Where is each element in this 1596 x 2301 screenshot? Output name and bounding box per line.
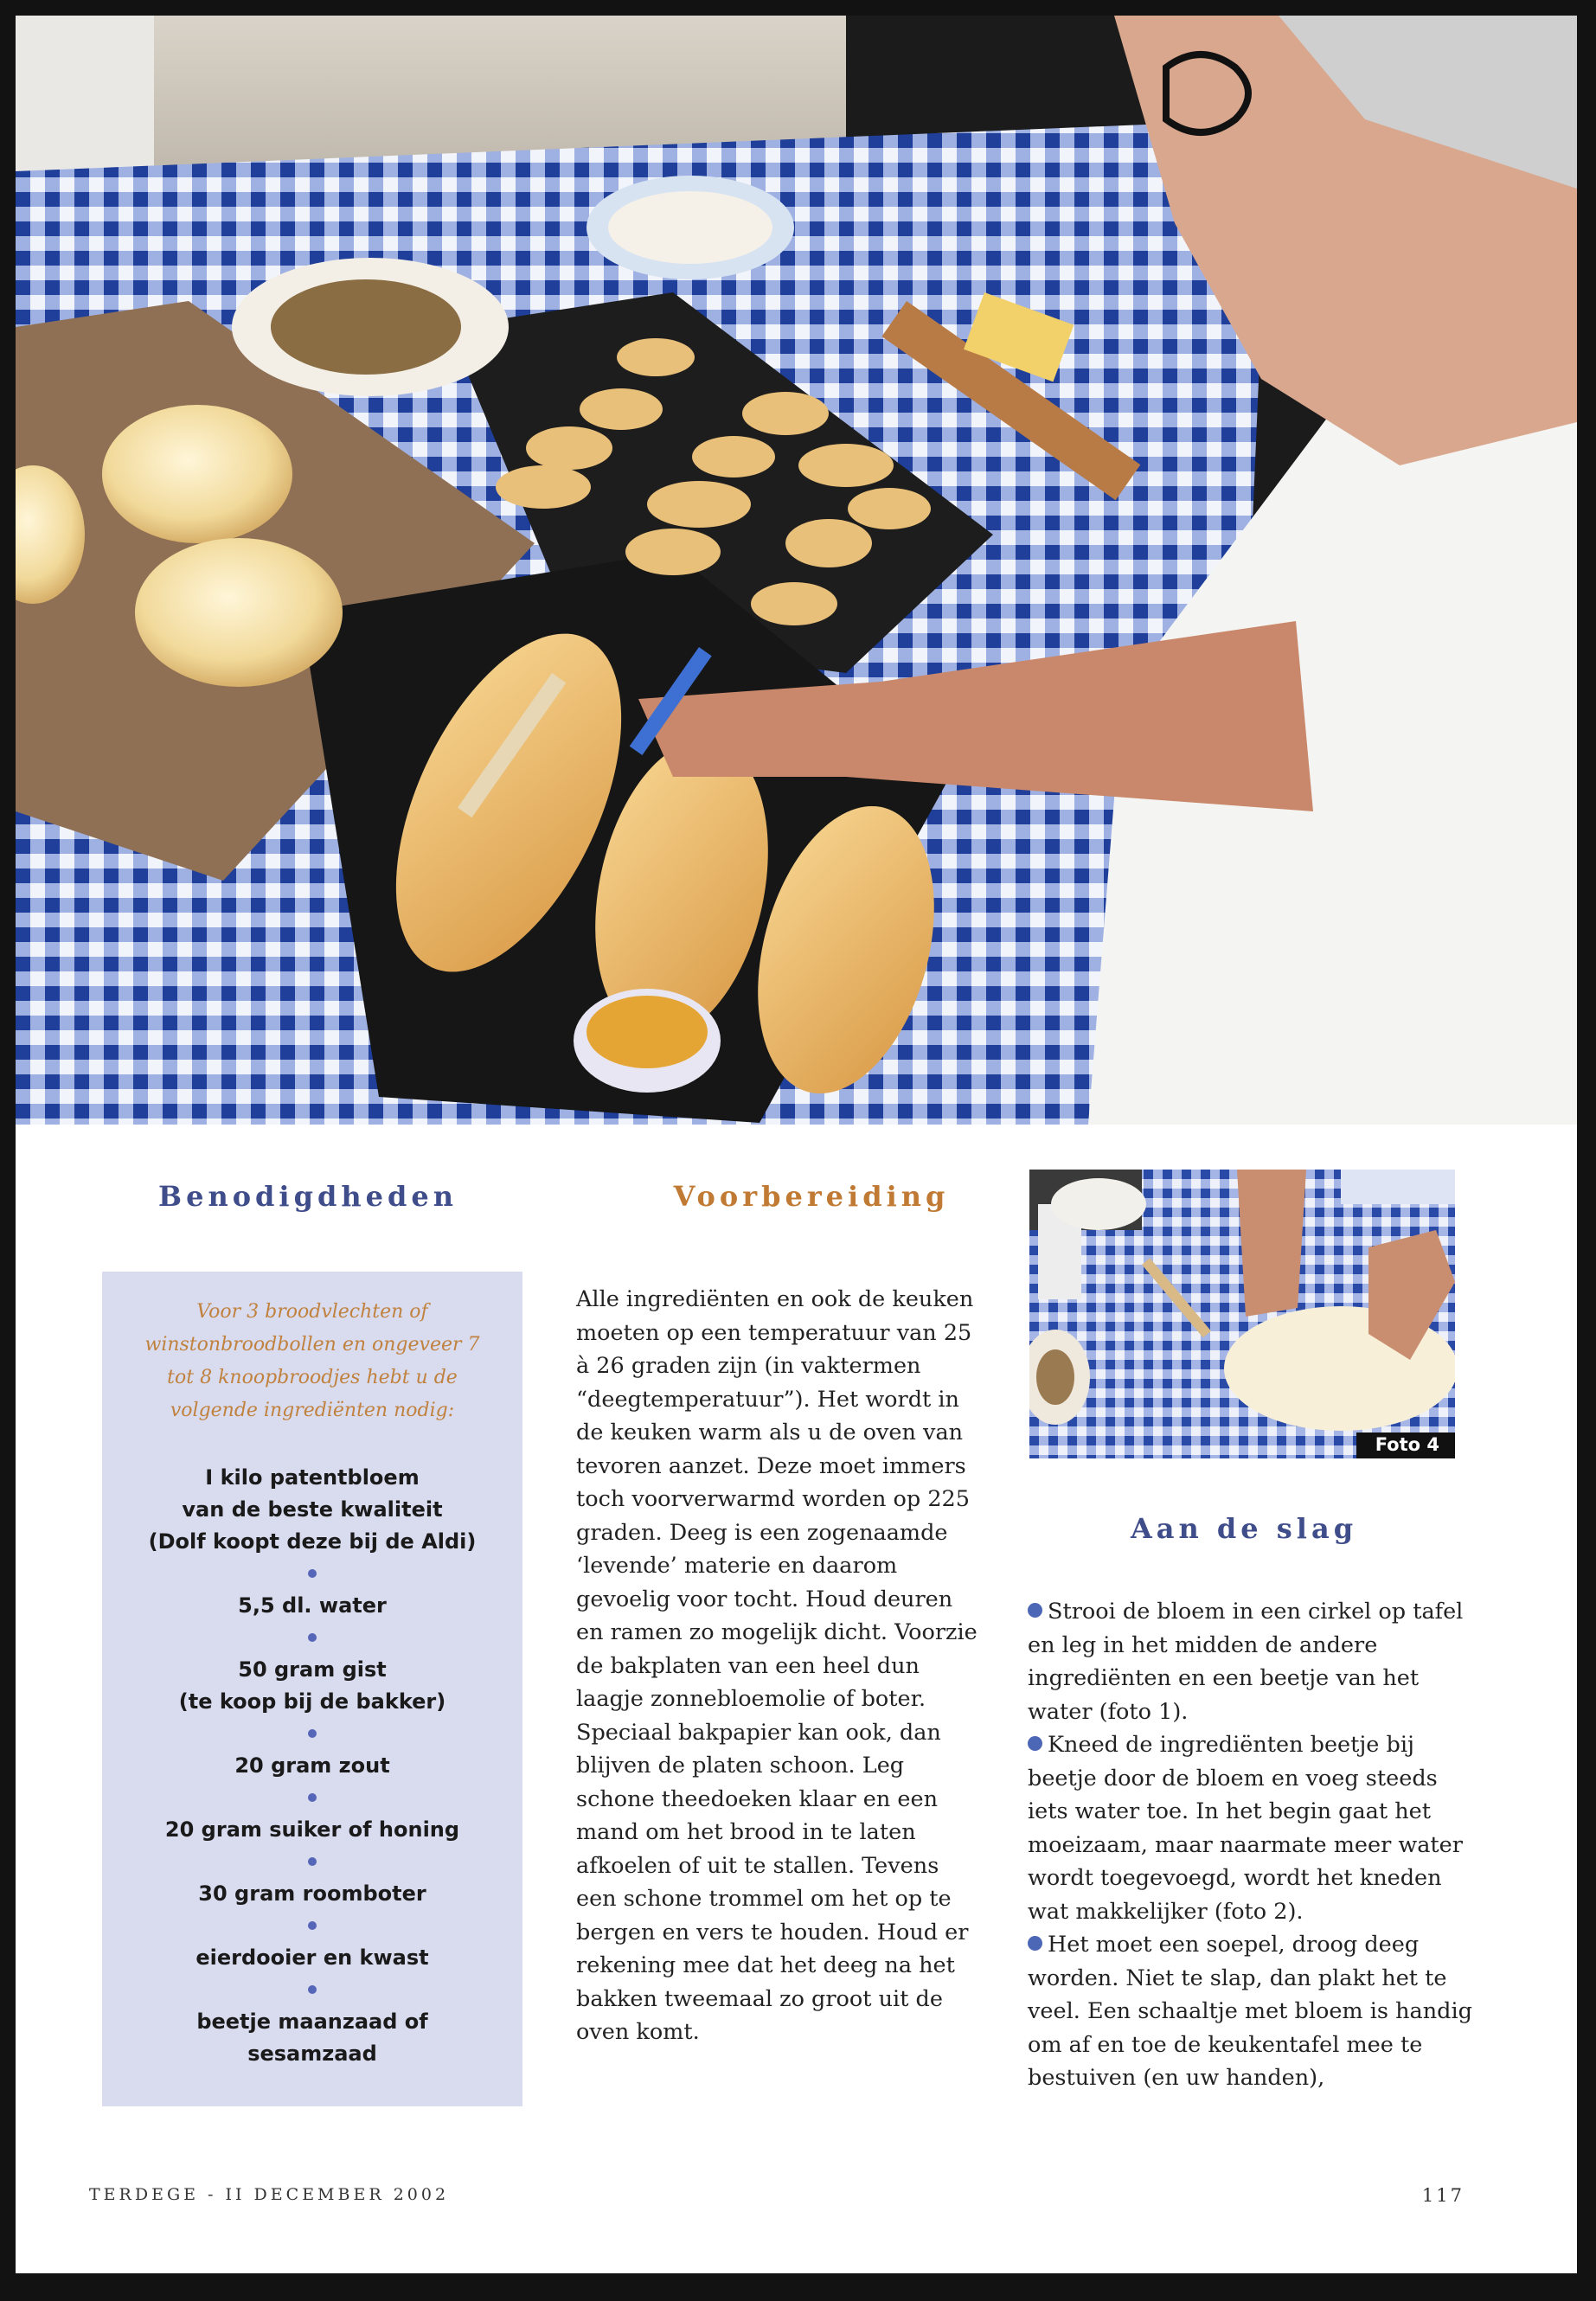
voorbereiding-text: Alle ingrediënten en ook de keuken moeten op een temperatuur van 25 à 26 graden zijn (in vaktermen “deegtemperatuur”). Het wordt in de keuken warm als u de oven van tevoren aanzet. Deze moet immers toch voorverwarmd worden op 225 graden. Deeg is een zogenaamde ‘levende’ materie en daarom gevoelig voor tocht. Houd deuren en ramen zo mogelijk dicht. Voorzie de bakplaten van een heel dun laagje zonnebloemolie of boter. Speciaal bakpapier kan ook, dan blijven de platen schoon. Leg schone theedoeken klaar en een mand om het brood in te laten afkoelen of uit te stallen. Tevens een schone trommel om het op te bergen en vers te houden. Houd er rekening mee dat het deeg na het bakken tweemaal zo groot uit de oven komt. xyxy=(576,1286,977,2045)
bullet-icon xyxy=(1028,1936,1042,1951)
foto-4-photo xyxy=(1029,1170,1455,1458)
bullet-icon xyxy=(1028,1736,1042,1751)
instruction-text: Kneed de ingrediënten beetje bij beetje door de bloem en voeg steeds iets water toe. In het begin gaat het moeizaam, maar naarmate meer water wordt toegevoegd, wordt het kneden wat makkelijker (foto 2). xyxy=(1028,1732,1463,1925)
foto-4-label: Foto 4 xyxy=(1356,1433,1455,1458)
instruction-paragraph xyxy=(1028,1595,1477,1728)
bullet-dot-icon xyxy=(308,1857,317,1866)
ingredient-item: I kilo patentbloem van de beste kwaliteit (Dolf koopt deze bij de Aldi) xyxy=(148,1465,477,1554)
bullet-dot-icon xyxy=(308,1633,317,1642)
ingredient-item: 20 gram suiker of honing xyxy=(164,1817,460,1842)
ingredient-item: eierdooier en kwast xyxy=(195,1945,429,1970)
ingredient-item: 30 gram roomboter xyxy=(198,1881,426,1906)
ingredient-item: beetje maanzaad of sesamzaad xyxy=(196,2009,428,2066)
instruction-paragraph xyxy=(1028,1928,1477,2095)
aan-de-slag-heading: Aan de slag xyxy=(1130,1512,1358,1545)
ingredient-item: 5,5 dl. water xyxy=(238,1593,387,1618)
hero-photo xyxy=(16,16,1577,1125)
ingredients-box xyxy=(102,1272,522,2106)
bullet-dot-icon xyxy=(308,1729,317,1738)
magazine-page xyxy=(16,16,1577,2273)
instruction-paragraph xyxy=(1028,1728,1477,1928)
aan-de-slag-text xyxy=(1028,1595,1477,2095)
voorbereiding-heading: Voorbereiding xyxy=(673,1180,950,1213)
ingredients-intro: Voor 3 broodvlechten of winstonbroodbollen en ongeveer 7 tot 8 knoopbroodjes hebt u de volgende ingrediënten nodig: xyxy=(144,1301,480,1421)
bullet-dot-icon xyxy=(308,1569,317,1578)
ingredients-list xyxy=(119,1462,505,2070)
bullet-dot-icon xyxy=(308,1921,317,1930)
page-number: 117 xyxy=(1421,2185,1465,2206)
bullet-dot-icon xyxy=(308,1985,317,1994)
instruction-text: Strooi de bloem in een cirkel op tafel en leg in het midden de andere ingrediënten en een beetje van het water (foto 1). xyxy=(1028,1599,1464,1725)
benodigdheden-heading: Benodigdheden xyxy=(158,1180,458,1213)
bullet-dot-icon xyxy=(308,1793,317,1802)
instruction-text: Het moet een soepel, droog deeg worden. Niet te slap, dan plakt het te veel. Een schaaltje met bloem is handig om af en toe de keukentafel mee te bestuiven (en uw handen), xyxy=(1028,1932,1472,2091)
footer-publication: TERDEGE - II DECEMBER 2002 xyxy=(89,2185,450,2204)
ingredient-item: 20 gram zout xyxy=(234,1753,390,1778)
bullet-icon xyxy=(1028,1603,1042,1618)
ingredient-item: 50 gram gist (te koop bij de bakker) xyxy=(178,1657,446,1714)
